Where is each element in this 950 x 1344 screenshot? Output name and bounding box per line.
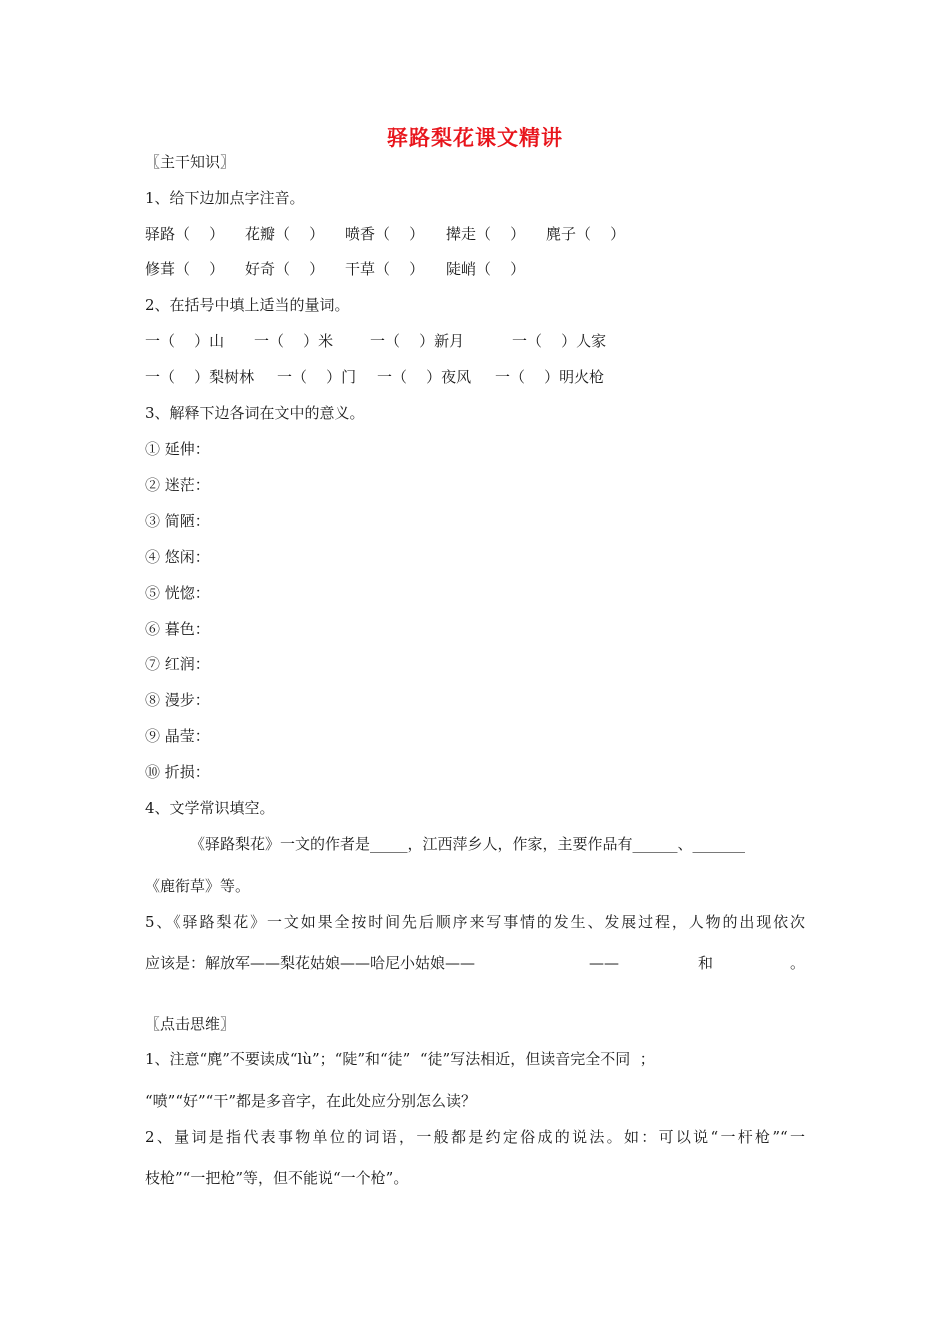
question-3-prompt: 3、解释下边各词在文中的意义。	[145, 404, 365, 422]
thinking-point-1: 1、注意“麂”不要读成“lù”；“陡”和“徒” “徒”写法相近，但读音完全不同 ；	[145, 1050, 655, 1068]
q3-term: ⑥ 暮色：	[145, 620, 210, 638]
q2-item: 一（ ）人家	[512, 332, 607, 350]
q3-term: ② 迷茫：	[145, 476, 210, 494]
q2-item: 一（ ）新月	[370, 332, 465, 350]
q3-term: ① 延伸：	[145, 440, 210, 458]
q5-sequence: 应该是：解放军——梨花姑娘——哈尼小姑娘——	[145, 954, 476, 972]
q2-item: 一（ ）夜风	[377, 368, 472, 386]
section-heading-main-knowledge: 〖主干知识〗	[145, 153, 236, 171]
q5-conjunction: 和	[698, 954, 714, 972]
question-1-prompt: 1、给下边加点字注音。	[145, 189, 305, 207]
q2-item: 一（ ）明火枪	[495, 368, 605, 386]
question-4-prompt: 4、文学常识填空。	[145, 799, 275, 817]
q2-item: 一（ ）梨树林	[145, 368, 255, 386]
q3-term: ⑧ 漫步：	[145, 691, 210, 709]
q1-item: 陡峭（ ）	[446, 260, 526, 278]
q2-item: 一（ ）山	[145, 332, 225, 350]
q1-item: 撵走（ ）	[446, 225, 526, 243]
page-title: 驿路梨花课文精讲	[387, 126, 563, 150]
q3-term: ⑩ 折损：	[145, 763, 210, 781]
thinking-point-1-cont: “喷”“好”“干”都是多音字，在此处应分别怎么读？	[145, 1092, 477, 1110]
q3-term: ③ 简陋：	[145, 512, 210, 530]
q1-item: 喷香（ ）	[345, 225, 425, 243]
q1-item: 驿路（ ）	[145, 225, 225, 243]
q5-period: 。	[790, 954, 806, 972]
q3-term: ④ 悠闲：	[145, 548, 210, 566]
thinking-point-2: 2、量词是指代表事物单位的词语，一般都是约定俗成的说法。如：可以说“一杆枪”“一	[145, 1128, 805, 1146]
q1-item: 干草（ ）	[345, 260, 425, 278]
thinking-point-2-cont: 枝枪”“一把枪”等，但不能说“一个枪”。	[145, 1169, 409, 1187]
q1-item: 好奇（ ）	[245, 260, 325, 278]
q1-item: 花瓣（ ）	[245, 225, 325, 243]
question-5-text: 5、《驿路梨花》一文如果全按时间先后顺序来写事情的发生、发展过程，人物的出现依次	[145, 913, 805, 931]
section-heading-thinking: 〖点击思维〗	[145, 1015, 236, 1033]
q5-blank-dash: ——	[589, 954, 619, 972]
q3-term: ⑨ 晶莹：	[145, 727, 210, 745]
q4-fill-line-cont: 《鹿衔草》等。	[145, 877, 251, 895]
question-2-prompt: 2、在括号中填上适当的量词。	[145, 296, 350, 314]
q1-item: 麂子（ ）	[546, 225, 626, 243]
q3-term: ⑦ 红润：	[145, 655, 210, 673]
q4-fill-line: 《驿路梨花》一文的作者是_____，江西萍乡人，作家，主要作品有______、_______	[190, 835, 746, 853]
q3-term: ⑤ 恍惚：	[145, 584, 210, 602]
q2-item: 一（ ）米	[254, 332, 334, 350]
q1-item: 修葺（ ）	[145, 260, 225, 278]
q2-item: 一（ ）门	[277, 368, 357, 386]
